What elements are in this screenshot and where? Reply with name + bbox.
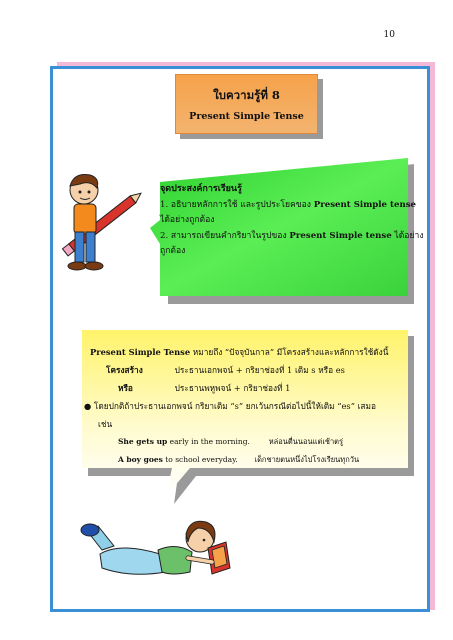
title-line-english: Present Simple Tense	[189, 111, 304, 122]
example-1-rest: early in the morning.	[167, 437, 250, 446]
or-text: ประธานพหูพจน์ + กริยาช่องที่ 1	[174, 383, 291, 393]
objective-2-term: Present Simple tense	[289, 230, 392, 241]
structure-text: ประธานเอกพจน์ + กริยาช่องที่ 1 เติม s หรือ es	[174, 365, 345, 375]
example-2-rest: to school everyday.	[162, 455, 238, 464]
page-number: 10	[383, 30, 395, 40]
bullet-icon: ●	[84, 401, 92, 411]
example-1-thai: หล่อนตื่นนอนแต่เช้าตรู่	[268, 437, 344, 446]
tense-term: Present Simple Tense	[90, 347, 191, 357]
example-1-bold: She gets up	[118, 437, 168, 446]
tense-text	[84, 343, 410, 469]
objective-1-text: 1. อธิบายหลักการใช้ และรูปประโยคของ	[160, 199, 312, 210]
example-2-thai: เด็กชายตนหนึ่งไปโรงเรียนทุกวัน	[254, 455, 360, 464]
objective-2-cont: ถูกต้อง	[160, 246, 186, 256]
objectives-text	[160, 182, 424, 260]
boy-with-pencil-illustration	[60, 168, 148, 280]
title-line-thai: ใบความรู้ที่ 8	[213, 88, 280, 102]
objective-1-term: Present Simple tense	[313, 199, 417, 210]
objective-2-text: 2. สามารถเขียนคำกริยาในรูปของ	[160, 230, 287, 241]
rule-continuation: เช่น	[98, 419, 113, 429]
title-box	[175, 74, 318, 134]
example-2-bold: A boy goes	[118, 455, 163, 464]
tense-definition: หมายถึง “ปัจจุบันกาล” มีโครงสร้างและหลักการใช้ดังนี้	[192, 347, 389, 357]
girl-reading-illustration	[80, 502, 240, 592]
objectives-heading: จุดประสงค์การเรียนรู้	[160, 184, 242, 194]
or-label: หรือ	[118, 383, 133, 393]
objective-1-cont: ได้อย่างถูกต้อง	[160, 215, 215, 225]
rule-text: โดยปกติถ้าประธานเอกพจน์ กริยาเติม “s” ยกเว้นกรณีต่อไปนี้ให้เติม “es” เสมอ	[93, 401, 376, 411]
structure-label: โครงสร้าง	[106, 365, 143, 375]
objective-2-tail: ได้อย่าง	[394, 230, 424, 241]
